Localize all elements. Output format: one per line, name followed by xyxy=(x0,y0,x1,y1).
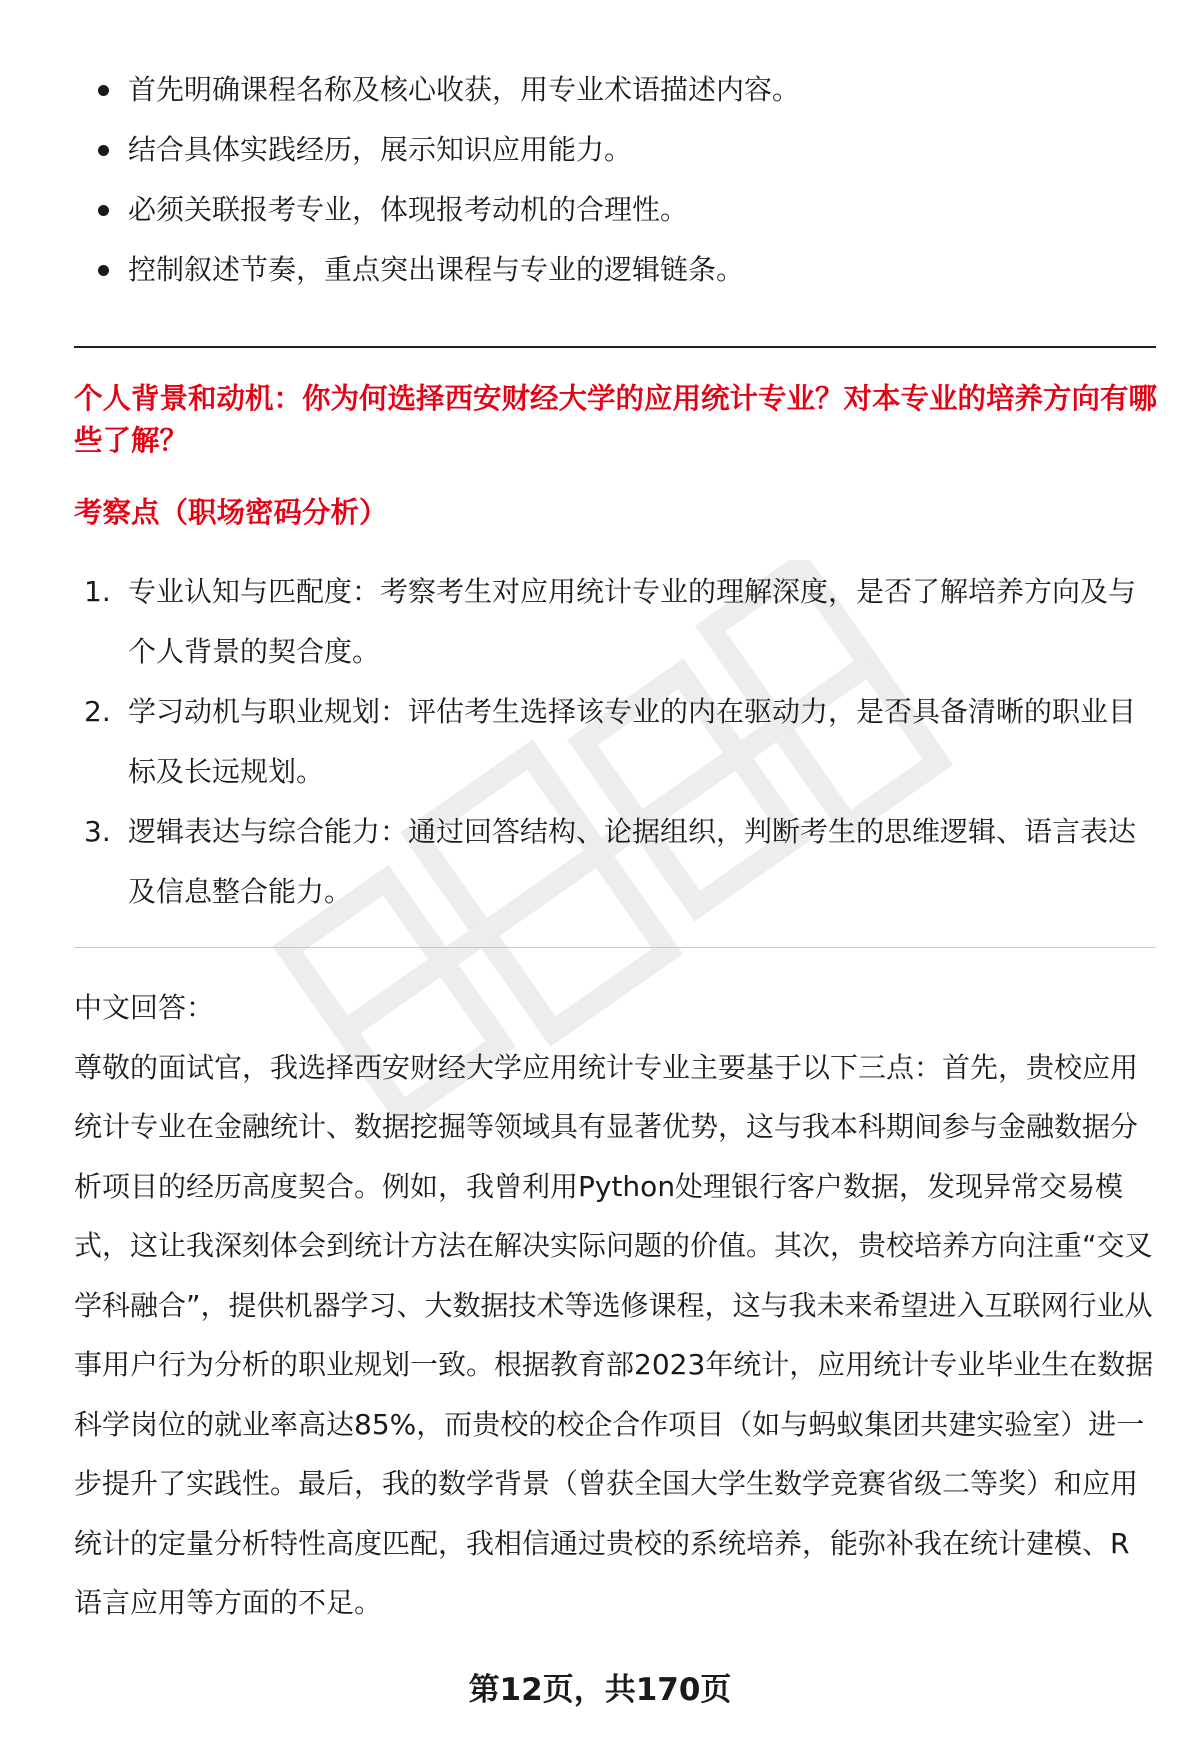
item-number: 3. xyxy=(84,815,111,848)
bullet-dot-icon xyxy=(98,85,109,96)
item-text: 学习动机与职业规划：评估考生选择该专业的内在驱动力，是否具备清晰的职业目标及长远规划。 xyxy=(128,695,1137,788)
bullet-dot-icon xyxy=(98,265,109,276)
section-divider xyxy=(74,346,1156,348)
bullet-dot-icon xyxy=(98,145,109,156)
item-text: 专业认知与匹配度：考察考生对应用统计专业的理解深度，是否了解培养方向及与个人背景的契合度。 xyxy=(128,575,1137,668)
list-item: 必须关联报考专业，体现报考动机的合理性。 xyxy=(74,180,1156,240)
list-item: 控制叙述节奏，重点突出课程与专业的逻辑链条。 xyxy=(74,240,1156,300)
answer-body: 尊敬的面试官，我选择西安财经大学应用统计专业主要基于以下三点：首先，贵校应用统计专业在金融统计、数据挖掘等领域具有显著优势，这与我本科期间参与金融数据分析项目的经历高度契合。例如，我曾利用Python处理银行客户数据，发现异常交易模式，这让我深刻体会到统计方法在解决实际问题的价值。其次，贵校培养方向注重“交叉学科融合”，提供机器学习、大数据技术等选修课程，这与我未来希望进入互联网行业从事用户行为分析的职业规划一致。根据教育部2023年统计，应用统计专业毕业生在数据科学岗位的就业率高达85%，而贵校的校企合作项目（如与蚂蚁集团共建实验室）进一步提升了实践性。最后，我的数学背景（曾获全国大学生数学竞赛省级二等奖）和应用统计的定量分析特性高度匹配，我相信通过贵校的系统培养，能弥补我在统计建模、R语言应用等方面的不足。 xyxy=(74,1050,1154,1619)
item-number: 1. xyxy=(84,575,111,608)
tips-list xyxy=(74,60,1156,300)
question-heading: 个人背景和动机：你为何选择西安财经大学的应用统计专业？对本专业的培养方向有哪些了解？ xyxy=(74,382,1158,457)
item-number: 2. xyxy=(84,695,111,728)
item-text: 逻辑表达与综合能力：通过回答结构、论据组织，判断考生的思维逻辑、语言表达及信息整合能力。 xyxy=(128,815,1137,908)
list-item xyxy=(74,562,1156,682)
list-item: 首先明确课程名称及核心收获，用专业术语描述内容。 xyxy=(74,60,1156,120)
answer-divider xyxy=(74,947,1156,948)
answer-section xyxy=(74,978,1156,1633)
page-number: 第12页，共170页 xyxy=(468,1672,732,1708)
list-item xyxy=(74,682,1156,802)
assessment-points xyxy=(74,562,1156,922)
list-item xyxy=(74,802,1156,922)
answer-label: 中文回答： xyxy=(74,991,215,1024)
list-item: 结合具体实践经历，展示知识应用能力。 xyxy=(74,120,1156,180)
bullet-dot-icon xyxy=(98,205,109,216)
assessment-subheading: 考察点（职场密码分析） xyxy=(74,496,388,529)
